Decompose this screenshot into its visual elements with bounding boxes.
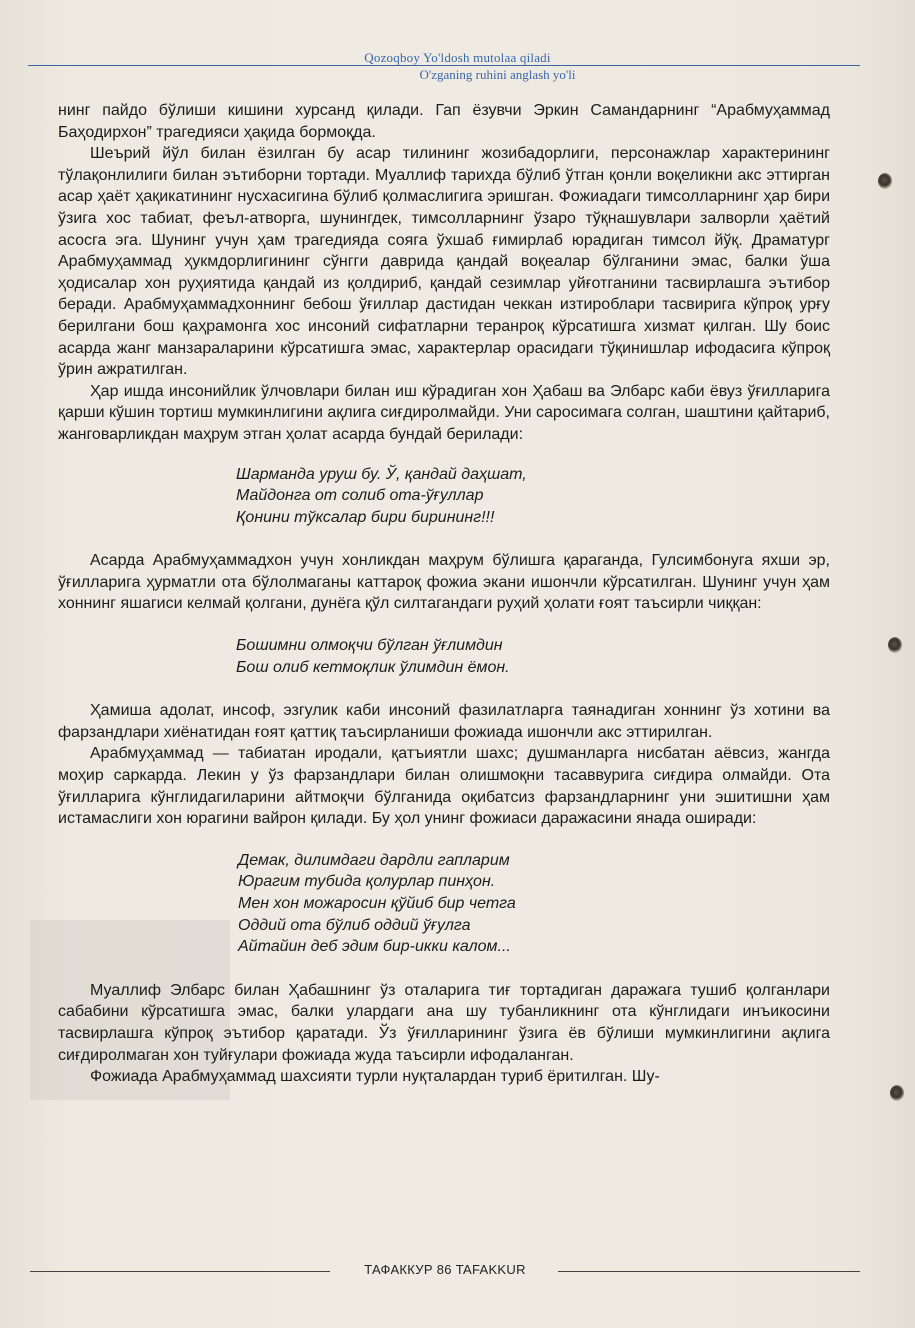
paragraph: Ҳар ишда инсонийлик ўлчовлари билан иш кўрадиган хон Ҳабаш ва Элбарс каби ёвуз ўғилларига қарши кўшин тортиш мумкинлигини ақлига сиғдиролмайди. Уни саросимага солган, шаштини қайтариб, жанговарликдан маҳрум этган ҳолат асарда бундай берилади: bbox=[58, 382, 830, 443]
verse-line: Майдонга от солиб ота-ўғуллар bbox=[236, 487, 484, 505]
paragraph: Арабмуҳаммад — табиатан иродали, қатъиятли шахс; душманларга нисбатан аёвсиз, жангда моҳир саркарда. Лекин у ўз фарзандлари билан олишмоқни тасаввурига сиғдира олмайди. Ота ўғилларига кўнглидагиларини айтмоқчи бўлганида оқибатсиз фарзандларнинг уни эшитишни ҳам истамаслиги хон юрагини вайрон қилади. Бу ҳол унинг фожиаси даражасини янада оширади: bbox=[58, 745, 830, 828]
verse-line: Шарманда уруш бу. Ў, қандай даҳшат, bbox=[236, 465, 527, 483]
verse-line: Бош олиб кетмоқлик ўлимдин ёмон. bbox=[236, 658, 510, 676]
footer-page-number: ТАФАККУР 86 TAFAKKUR bbox=[364, 1262, 526, 1277]
footer-divider-right bbox=[558, 1271, 860, 1272]
paragraph: нинг пайдо бўлиши кишини хурсанд қилади. Гап ёзувчи Эркин Самандарнинг “Арабмуҳаммад Баҳодирхон” трагедияси ҳақида бормоқда. bbox=[58, 102, 830, 141]
header-title-line: O'zganing ruhini anglash yo'li bbox=[419, 67, 576, 82]
verse-quote bbox=[58, 464, 830, 529]
article-body bbox=[58, 100, 830, 1088]
verse-line: Оддий ота бўлиб оддий ўғулга bbox=[238, 916, 471, 934]
verse-quote bbox=[58, 850, 830, 958]
binding-hole bbox=[890, 1085, 904, 1101]
paragraph: Фожиада Арабмуҳаммад шахсияти турли нуқталардан туриб ёритилган. Шу- bbox=[90, 1068, 660, 1086]
footer-divider-left bbox=[30, 1271, 330, 1272]
verse-line: Мен хон можаросин қўйиб бир четга bbox=[238, 895, 516, 912]
binding-hole bbox=[888, 637, 902, 653]
paragraph: Шеърий йўл билан ёзилган бу асар тилининг жозибадорлиги, персонажлар характерининг тўлақонлилиги билан эътиборни тортади. Муаллиф тарихда бўлиб ўтган қонли воқеликни акс эттирган асар ҳаёт ҳақикатининг нусхасигина бўлиб қолмаслигига эришган. Фожиадаги тимсолларнинг ҳар бири ўзига хос табиат, феъл-атворга, шунингдек, тимсолларнинг ўзаро тўқнашувлари залворли ҳаётий асосга эга. Шунинг учун ҳам трагедияда сояга ўхшаб ғимирлаб юрадиган тимсол йўқ. Драматург Арабмуҳаммад ҳукмдорлигининг сўнгги даврида қандай воқеалар бўлганини эмас, балки ўша ҳодисалар хон руҳиятида қандай из қолдириб, қандай сезимлар уйғотганини тасвирлашга эътибор беради. Арабмуҳаммадхоннинг бебош ўғиллар дастидан чеккан изтироблари тасвирига кўпроқ урғу берилгани бош қаҳрамонга хос инсоний сифатларни теранроқ кўрсатишга хизмат қилган. Шу боис асарда жанг манзараларини кўрсатишга эмас, характерлар орасидаги тўқинишлар ифодасига кўпроқ ўрин ажратилган. bbox=[58, 145, 830, 379]
verse-quote bbox=[58, 635, 830, 678]
verse-line: Демак, дилимдаги дардли гапларим bbox=[238, 851, 510, 869]
verse-line: Бошимни олмоқчи бўлган ўғлимдин bbox=[236, 637, 503, 655]
header-author-line: Qozoqboy Yo'ldosh mutolaa qiladi bbox=[364, 50, 551, 65]
header-divider bbox=[28, 65, 860, 66]
paragraph: Асарда Арабмуҳаммадхон учун хонликдан маҳрум бўлишга қараганда, Гулсимбонуга яхши эр, ўғилларига ҳурматли ота бўлолмаганы каттароқ фожиа экани ишончли кўрсатилган. Шунинг учун ҳам хоннинг яшагиси келмай қолгани, дунёга қўл силтагандаги руҳий ҳолати ғоят таъсирли чиққан: bbox=[58, 552, 830, 613]
binding-hole bbox=[878, 173, 892, 189]
verse-line: Айтайин деб эдим бир-икки калом... bbox=[238, 938, 511, 956]
verse-line: Қонини тўксалар бири бирининг!!! bbox=[236, 508, 495, 526]
paragraph: Муаллиф Элбарс билан Ҳабашнинг ўз оталарига тиғ тортадиган даражага тушиб қолганлари сабабини кўрсатишга эмас, балки улардаги ана шу тубанликнинг ота кўнглидаги инъикосини тасвирлашга кўпроқ эътибор қаратади. Ўз ўғилларининг ўзига ёв бўлиши мумкинлигини ақлига сиғдиролмаган хон туйғулари фожиада жуда таъсирли ифодаланган. bbox=[58, 981, 830, 1064]
paragraph: Ҳамиша адолат, инсоф, эзгулик каби инсоний фазилатларга таянадиган хоннинг ўз хотини ва фарзандлари хиёнатидан ғоят қаттиқ таъсирланиши фожиада ишончли акс эттирилган. bbox=[58, 702, 830, 741]
verse-line: Юрагим тубида қолурлар пинҳон. bbox=[238, 873, 496, 891]
page-footer bbox=[0, 1262, 915, 1282]
